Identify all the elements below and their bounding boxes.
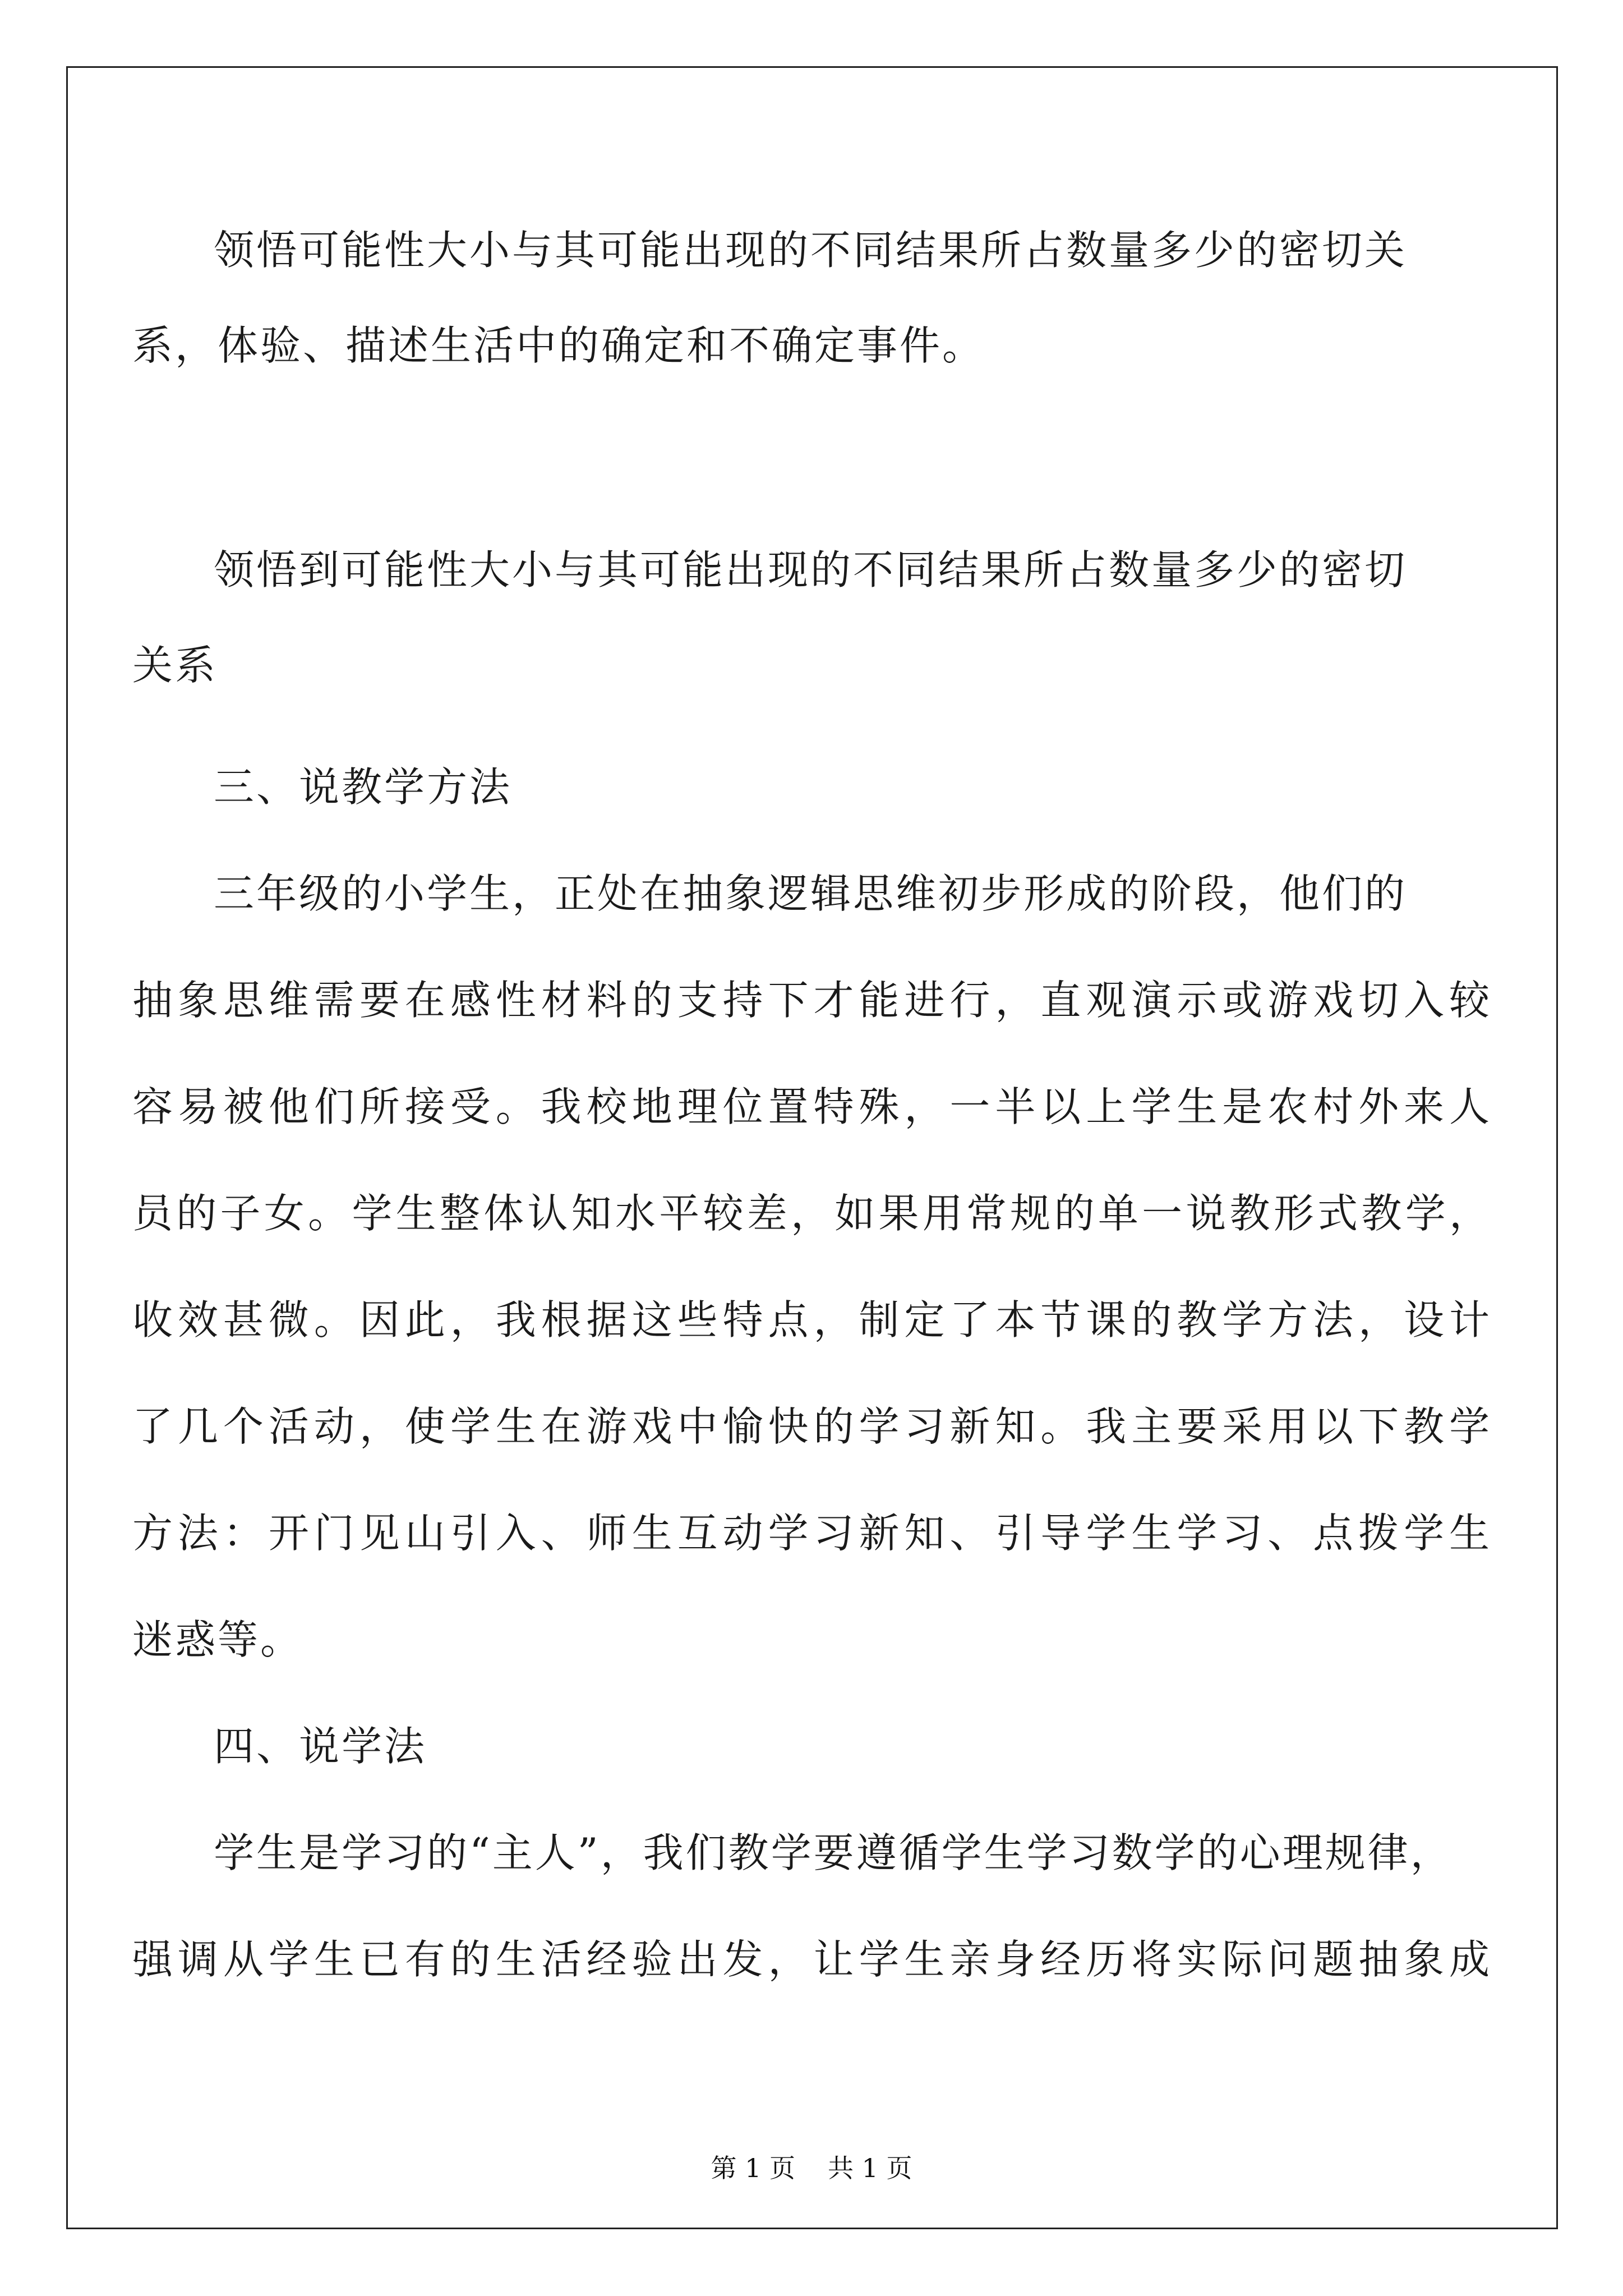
paragraph-line: 三年级的小学生，正处在抽象逻辑思维初步形成的阶段，他们的	[214, 870, 1408, 917]
paragraph-line: 关系	[132, 642, 218, 689]
page-frame	[66, 66, 1558, 2229]
paragraph-line: 收效甚微。因此，我根据这些特点，制定了本节课的教学方法，设计	[132, 1296, 1490, 1343]
paragraph-line: 领悟到可能性大小与其可能出现的不同结果所占数量多少的密切	[214, 546, 1408, 593]
page-footer	[0, 2151, 1623, 2185]
page-number: 第 1 页	[711, 2153, 795, 2183]
paragraph-line: 强调从学生已有的生活经验出发，让学生亲身经历将实际问题抽象成	[132, 1936, 1490, 1983]
section-heading: 四、说学法	[214, 1723, 427, 1770]
paragraph-line: 方法：开门见山引入、师生互动学习新知、引导学生学习、点拨学生	[132, 1510, 1490, 1557]
page-total: 共 1 页	[828, 2153, 912, 2183]
paragraph-line: 系，体验、描述生活中的确定和不确定事件。	[132, 322, 985, 369]
paragraph-line: 迷惑等。	[132, 1616, 303, 1663]
paragraph-line: 了几个活动，使学生在游戏中愉快的学习新知。我主要采用以下教学	[132, 1403, 1490, 1450]
paragraph-line: 学生是学习的“主人”，我们教学要遵循学生学习数学的心理规律，	[214, 1829, 1453, 1876]
paragraph-line: 员的子女。学生整体认知水平较差，如果用常规的单一说教形式教学，	[132, 1190, 1490, 1237]
paragraph-line: 容易被他们所接受。我校地理位置特殊，一半以上学生是农村外来人	[132, 1083, 1490, 1130]
paragraph-line: 领悟可能性大小与其可能出现的不同结果所占数量多少的密切关	[214, 227, 1408, 274]
paragraph-line: 抽象思维需要在感性材料的支持下才能进行，直观演示或游戏切入较	[132, 977, 1490, 1024]
section-heading: 三、说教学方法	[214, 763, 513, 811]
